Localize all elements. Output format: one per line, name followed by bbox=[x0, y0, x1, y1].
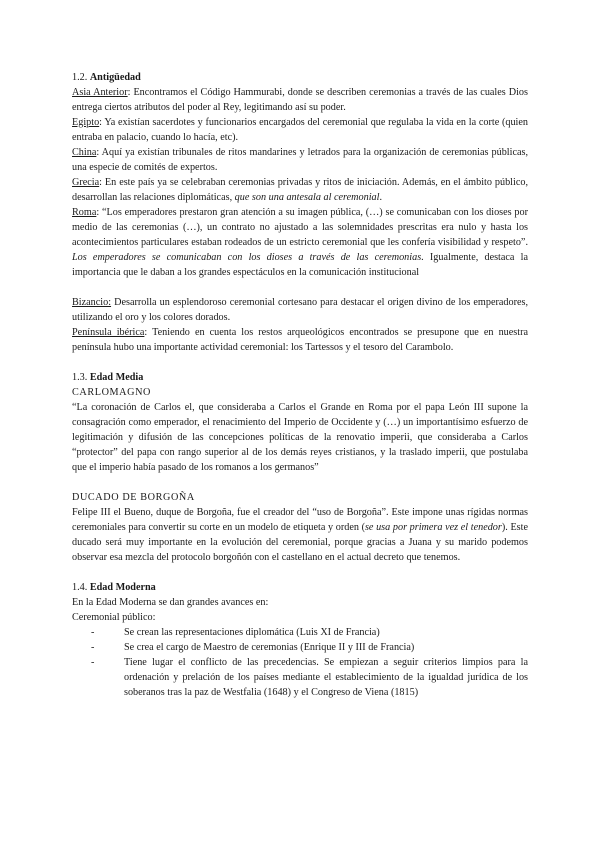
bullet-list bbox=[72, 625, 528, 700]
term-text: : “Los emperadores prestaron gran atención a su imagen pública, (…) se comunicaban con los dioses por medio de las ceremonias (…), un contrato no ajustado a las solemnidades prescritas era nulo y hasta los acontecimientos particulares estaban rodeados de un estricto ceremonial que les confería visibilidad y respeto”. bbox=[72, 207, 528, 248]
list-item: - Se crean las representaciones diplomática (Luis XI de Francia) bbox=[124, 625, 528, 640]
term-end: . bbox=[379, 192, 382, 203]
section-number: 1.4. bbox=[72, 582, 88, 593]
spacer bbox=[72, 565, 528, 580]
term-label: Roma bbox=[72, 207, 97, 218]
term-text: : Ya existían sacerdotes y funcionarios encargados del ceremonial que regulaba la vida en la corte (quien entraba en palacio, cuando lo hacía, etc). bbox=[72, 117, 528, 143]
term-text: : En este país ya se celebraban ceremonias privadas y ritos de iniciación. Además, en el ámbito público, desarrollan las relaciones diplomáticas, bbox=[72, 177, 528, 203]
paragraph-roma bbox=[72, 205, 528, 280]
section-number: 1.3. bbox=[72, 372, 88, 383]
paragraph-asia bbox=[72, 85, 528, 115]
subheading-borgona: DUCADO DE BORGOÑA bbox=[72, 492, 195, 503]
term-italic: Los emperadores se comunicaban con los dioses a través de las ceremonias bbox=[72, 252, 422, 263]
section-title: Antigüedad bbox=[89, 72, 141, 83]
paragraph-intro: En la Edad Moderna se dan grandes avances en: bbox=[72, 597, 269, 608]
document-page bbox=[72, 70, 528, 700]
section-title: Edad Moderna bbox=[89, 582, 156, 593]
section-heading-edad-moderna bbox=[72, 580, 528, 595]
spacer bbox=[72, 475, 528, 490]
term-label: China bbox=[72, 147, 97, 158]
term-label: Asia Anterior bbox=[72, 87, 128, 98]
paragraph-sub: Ceremonial público: bbox=[72, 612, 156, 623]
section-number: 1.2. bbox=[72, 72, 88, 83]
term-text: : Aquí ya existían tribunales de ritos mandarines y letrados para la organización de ceremonias públicas, una especie de comités de expertos. bbox=[72, 147, 528, 173]
section-heading-antiguedad bbox=[72, 70, 528, 85]
term-label: Egipto bbox=[72, 117, 100, 128]
list-item: - Se crea el cargo de Maestro de ceremonias (Enrique II y III de Francia) bbox=[124, 640, 528, 655]
paragraph-china bbox=[72, 145, 528, 175]
term-italic: que son una antesala al ceremonial bbox=[234, 192, 380, 203]
term-text: Desarrolla un esplendoroso ceremonial cortesano para destacar el origen divino de los emperadores, utilizando el oro y los colores dorados. bbox=[72, 297, 528, 323]
term-label: Grecia bbox=[72, 177, 100, 188]
borgona-italic: se usa por primera vez el tenedor bbox=[364, 522, 502, 533]
term-text: : Encontramos el Código Hammurabi, donde se describen ceremonias a través de las cuales Dios entrega ciertos atributos del poder al Rey, legitimando así su poder. bbox=[72, 87, 528, 113]
spacer bbox=[72, 280, 528, 295]
term-end: . Igualmente, destaca la importancia que le daban a los grandes espectáculos en la comunicación institucional bbox=[72, 252, 528, 278]
term-text: : Teniendo en cuenta los restos arqueológicos encontrados se presupone que en nuestra península hubo una importante actividad ceremonial: los Tartessos y el tesoro del Carambolo. bbox=[72, 327, 528, 353]
borgona-end: ). Este ducado será muy importante en la evolución del ceremonial, porque gracias a Juana y su marido podemos observar esa mezcla del protocolo borgoñón con el castellano en el actual decreto que tenemos. bbox=[72, 522, 528, 563]
paragraph-egipto bbox=[72, 115, 528, 145]
spacer bbox=[72, 355, 528, 370]
paragraph-quote: “La coronación de Carlos el, que consideraba a Carlos el Grande en Roma por el papa León III supone la consagración como emperador, el renacimiento del Imperio de Occidente y (…) un importantísimo esfuerzo de legitimación y difusión de las concepciones políticas de la renovatio imperii, que consideraba a Carlos “protector” del papa con rango superior al de los demás reyes cristianos, y la traslado imperii, que postulaba que el imperio había pasado de los romanos a los germanos” bbox=[72, 402, 528, 473]
borgona-text: Felipe III el Bueno, duque de Borgoña, fue el creador del “uso de Borgoña”. Este impone unas rígidas normas ceremoniales para convertir su corte en un modelo de etiqueta y orden ( bbox=[72, 507, 528, 533]
list-item: - Tiene lugar el conflicto de las precedencias. Se empiezan a seguir criterios limpios para la ordenación y prelación de los países mediante el establecimiento de la igualdad jurídica de los soberanos tras la paz de Westfalia (1648) y el Congreso de Viena (1815) bbox=[124, 655, 528, 700]
term-label: Península ibérica bbox=[72, 327, 145, 338]
paragraph-bizancio bbox=[72, 295, 528, 325]
section-title: Edad Media bbox=[89, 372, 144, 383]
section-heading-edad-media bbox=[72, 370, 528, 385]
paragraph-peninsula bbox=[72, 325, 528, 355]
term-label: Bizancio: bbox=[72, 297, 112, 308]
paragraph-borgona bbox=[72, 505, 528, 565]
subheading-carlomagno: CARLOMAGNO bbox=[72, 387, 152, 398]
paragraph-grecia bbox=[72, 175, 528, 205]
